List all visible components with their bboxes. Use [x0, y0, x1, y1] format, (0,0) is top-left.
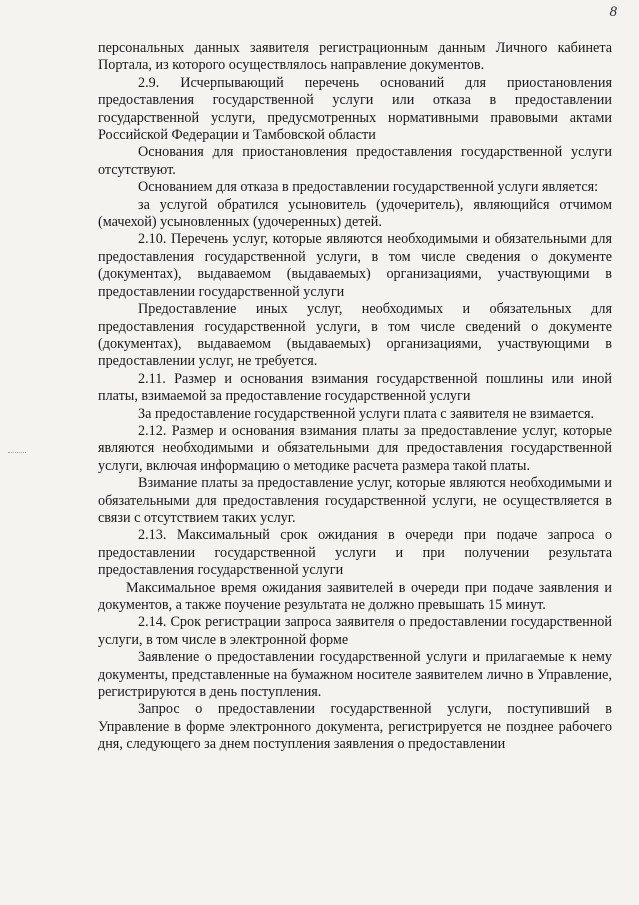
paragraph: за услугой обратился усыновитель (удочеритель), являющийся отчимом (мачехой) усыновленных (удочеренных) детей.: [98, 196, 612, 231]
page-number: 8: [609, 4, 617, 20]
paragraph: 2.12. Размер и основания взимания платы за предоставление услуг, которые являются необходимыми и обязательными для предоставления государственной услуги, включая информацию о методике расчета размера такой платы.: [98, 422, 612, 474]
paragraph: Максимальное время ожидания заявителей в очереди при подаче заявления и документов, а также поучение результата не должно превышать 15 минут.: [98, 579, 612, 613]
paragraph: Основания для приостановления предоставления государственной услуги отсутствуют.: [98, 144, 612, 178]
paragraph: Взимание платы за предоставление услуг, которые являются необходимыми и обязательными для предоставления государственной услуги, не осуществляется в связи с отсутствием таких услуг.: [98, 475, 612, 526]
document-body: [98, 40, 612, 754]
paragraph: Предоставление иных услуг, необходимых и обязательных для предоставления государственной услуги, в том числе сведений о документе (документах), выдаваемом (выдаваемых) организациями, участвующими в предоставлении услуг, не требуется.: [98, 301, 612, 370]
scan-artifact: [8, 452, 26, 457]
paragraph: 2.9. Исчерпывающий перечень оснований для приостановления предоставления государственной услуги или отказа в предоставлении государственной услуги, предусмотренных нормативными правовыми актами Российской Федерации и Тамбовской области: [98, 74, 612, 144]
paragraph: персональных данных заявителя регистрационным данным Личного кабинета Портала, из которого осуществлялось направление документов.: [98, 40, 612, 74]
paragraph: Запрос о предоставлении государственной услуги, поступивший в Управление в форме электронного документа, регистрируется не позднее рабочего дня, следующего за днем поступления заявления о предоставлении: [98, 701, 612, 753]
paragraph: За предоставление государственной услуги плата с заявителя не взимается.: [138, 405, 595, 422]
paragraph: Заявление о предоставлении государственной услуги и прилагаемые к нему документы, представленные на бумажном носителе заявителем лично в Управление, регистрируются в день поступления.: [98, 649, 612, 701]
paragraph: Основанием для отказа в предоставлении государственной услуги является:: [138, 179, 599, 196]
paragraph: 2.11. Размер и основания взимания государственной пошлины или иной платы, взимаемой за предоставление государственной услуги: [98, 370, 612, 405]
paragraph: 2.13. Максимальный срок ожидания в очереди при подаче запроса о предоставлении государственной услуги и при получении результата предоставления государственной услуги: [98, 527, 612, 579]
paragraph: 2.10. Перечень услуг, которые являются необходимыми и обязательными для предоставления государственной услуги, в том числе сведения о документе (документах), выдаваемом (выдаваемых) организациями, участвующими в предоставлении государственной услуги: [98, 231, 612, 300]
paragraph: 2.14. Срок регистрации запроса заявителя о предоставлении государственной услуги, в том числе в электронной форме: [98, 614, 612, 648]
